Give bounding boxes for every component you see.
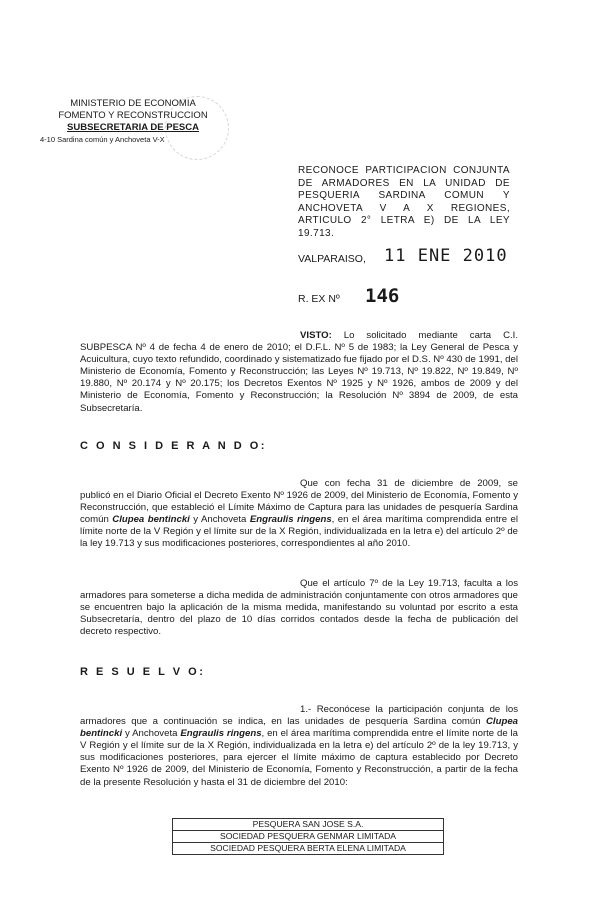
res-p1-b: y Anchoveta [124, 728, 178, 740]
table-row [173, 831, 444, 843]
cons-p2: Que el artículo 7º de la Ley 19.713, faculta a los armadores para someterse a dicha medida de administración conjuntamente con otros armadores que se encuentren bajo la aplicación de la misma medida, manifestando su voluntad por escrito a esta Subsecretaría, dentro del plazo de 10 días corridos contados desde la fecha de publicación del decreto respectivo. [80, 578, 518, 638]
ministry-header [40, 98, 218, 146]
file-code: 4-10 Sardina común y Anchoveta V-X [40, 135, 165, 144]
cons-p1-c: , en el área marítima comprendida entre el límite norte de la V Región y el límite sur de la X Región, individualizada en la letra e) del artículo 2º de la ley 19.713 y sus modificaciones posteriores, correspondientes al año 2010. [80, 514, 518, 550]
subsecretaria-name: SUBSECRETARIA DE PESCA [67, 122, 199, 133]
considerando-paragraph-1 [80, 478, 518, 551]
date-stamp: 11 ENE 2010 [384, 246, 508, 266]
visto-paragraph [80, 330, 518, 415]
visto-label: VISTO: [300, 330, 332, 341]
resuelvo-heading: R E S U E L V O: [80, 666, 206, 678]
company-cell: PESQUERA SAN JOSE S.A. [173, 819, 444, 831]
table-row [173, 819, 444, 831]
reference-summary: RECONOCE PARTICIPACION CONJUNTA DE ARMADORES EN LA UNIDAD DE PESQUERIA SARDINA COMUN Y ANCHOVETA V A X REGIONES, ARTICULO 2° LETRA E) DE LA LEY 19.713. [298, 165, 510, 239]
table-row [173, 843, 444, 855]
resuelvo-number: 1.- [300, 704, 312, 715]
cons-p1-a: Que con fecha 31 de diciembre de 2009, se publicó en el Diario Oficial el Decreto Exento Nº 1926 de 2009, del Ministerio de Economía, Fomento y Reconstrucción, que estableció el Límite Máximo de Captura para las unidades de pesquería Sardina común [80, 478, 518, 526]
species-clupea: Clupea bentincki [80, 716, 518, 740]
res-p1-a: Reconócese la participación conjunta de los armadores que a continuación se indica, en las unidades de pesquería Sardina común [80, 704, 518, 728]
rex-label: R. EX Nº [298, 293, 340, 305]
place-label: VALPARAISO, [298, 253, 366, 265]
species-clupea: Clupea bentincki [112, 514, 190, 526]
rex-number: 146 [365, 285, 400, 307]
visto-text: Lo solicitado mediante carta C.I. SUBPESCA Nº 4 de fecha 4 de enero de 2010; el D.F.L. Nº 5 de 1983; la Ley General de Pesca y Acuicultura, cuyo texto refundido, coordinado y sistematizado fue fijado por el D.S. Nº 430 de 1991, del Ministerio de Economía, Fomento y Reconstrucción; las Leyes Nº 19.713, Nº 19.822, Nº 19.849, Nº 19.880, Nº 20.174 y Nº 20.175; los Decretos Exentos Nº 1925 y Nº 1926, ambos de 2009 y del Ministerio de Economía, Fomento y Reconstrucción; la Resolución Nº 3894 de 2009, de esta Subsecretaría. [80, 330, 518, 414]
company-cell: SOCIEDAD PESQUERA GENMAR LIMITADA [173, 831, 444, 843]
res-p1-c: , en el área marítima comprendida entre el límite norte de la V Región y el límite sur de la X Región, individualizada en la letra e) del artículo 2º de la ley 19.713, y sus modificaciones posteriores, para ejercer el límite máximo de captura establecido por Decreto Exento Nº 1926 de 2009, del Ministerio de Economía, Fomento y Reconstrucción, a partir de la fecha de la presente Resolución y hasta el 31 de diciembre del 2010: [80, 728, 518, 788]
ministry-line-2: FOMENTO Y RECONSTRUCCION [58, 110, 208, 121]
cons-p1-b: y Anchoveta [193, 514, 247, 526]
company-cell: SOCIEDAD PESQUERA BERTA ELENA LIMITADA [173, 843, 444, 855]
species-engraulis: Engraulis ringens [249, 514, 332, 526]
considerando-paragraph-2 [80, 578, 518, 638]
considerando-heading: C O N S I D E R A N D O: [80, 440, 267, 452]
resuelvo-paragraph-1 [80, 704, 518, 789]
ministry-line-1: MINISTERIO DE ECONOMIA [70, 98, 196, 109]
companies-table [172, 818, 444, 855]
species-engraulis: Engraulis ringens [180, 728, 262, 740]
